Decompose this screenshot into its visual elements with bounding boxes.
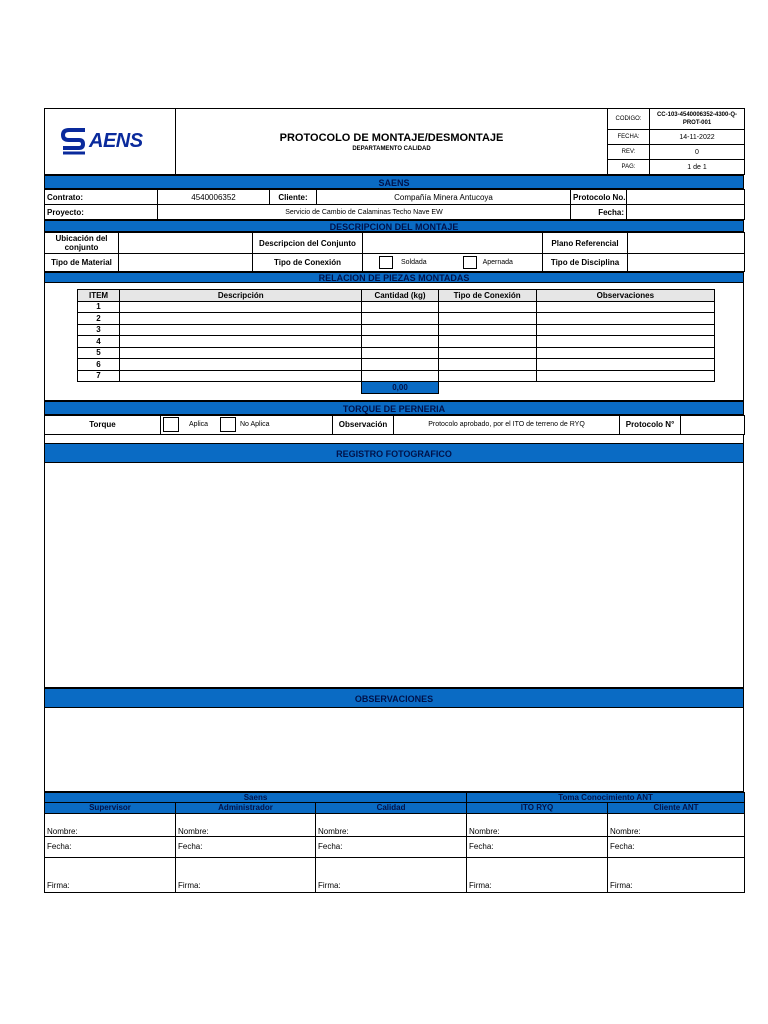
cell[interactable] [536, 324, 714, 336]
page-subtitle: DEPARTAMENTO CALIDAD [352, 145, 431, 152]
info-table [44, 189, 745, 220]
company-logo [47, 127, 173, 157]
cell[interactable] [536, 336, 714, 348]
cell[interactable] [536, 370, 714, 382]
torque-protocolo-label: Protocolo N° [620, 415, 681, 434]
cell[interactable] [536, 313, 714, 325]
aplica-checkbox[interactable] [163, 417, 179, 432]
role-ito-ryq: ITO RYQ [467, 802, 608, 813]
descripcion-conjunto-label: Descripcion del Conjunto [253, 233, 363, 254]
cell[interactable] [438, 347, 536, 359]
group-saens: Saens [45, 792, 467, 802]
fecha-field[interactable]: Fecha: [176, 836, 316, 857]
rev-label: REV: [608, 145, 650, 160]
torque-label: Torque [45, 415, 161, 434]
material-field[interactable] [119, 254, 253, 272]
apernada-checkbox[interactable] [463, 256, 477, 269]
no-aplica-label: No Aplica [239, 421, 270, 429]
nombre-field[interactable]: Nombre: [316, 813, 467, 836]
cell[interactable] [438, 336, 536, 348]
cell[interactable] [120, 347, 362, 359]
cell[interactable] [438, 324, 536, 336]
nombre-field[interactable]: Nombre: [608, 813, 745, 836]
contrato-value: 4540006352 [158, 190, 270, 205]
table-row [78, 336, 715, 348]
info-fecha-label: Fecha: [571, 205, 627, 220]
item-number: 2 [78, 313, 120, 325]
col-observaciones: Observaciones [536, 290, 714, 302]
soldada-label: Soldada [400, 259, 427, 267]
col-cantidad: Cantidad (kg) [362, 290, 438, 302]
logo-text: AENS [89, 130, 143, 152]
codigo-label: CODIGO: [608, 109, 650, 130]
proyecto-value: Servicio de Cambio de Calaminas Techo Nave EW [158, 205, 571, 220]
firma-field[interactable]: Firma: [316, 857, 467, 892]
cell[interactable] [362, 347, 438, 359]
nombre-field[interactable]: Nombre: [45, 813, 176, 836]
disciplina-label: Tipo de Disciplina [543, 254, 628, 272]
cell[interactable] [362, 359, 438, 371]
firma-field[interactable]: Firma: [467, 857, 608, 892]
plano-field[interactable] [628, 233, 745, 254]
cell[interactable] [120, 359, 362, 371]
cell[interactable] [438, 370, 536, 382]
fecha-label: FECHA: [608, 130, 650, 145]
cell[interactable] [120, 336, 362, 348]
fecha-value: 14-11-2022 [650, 130, 745, 145]
logo-s-icon [61, 127, 87, 157]
cell[interactable] [536, 301, 714, 313]
piezas-section [44, 283, 744, 401]
cantidad-total: 0,00 [362, 382, 438, 394]
role-supervisor: Supervisor [45, 802, 176, 813]
plano-label: Plano Referencial [543, 233, 628, 254]
page-title: PROTOCOLO DE MONTAJE/DESMONTAJE [279, 131, 504, 144]
table-row [78, 324, 715, 336]
descripcion-table [44, 232, 745, 272]
item-number: 3 [78, 324, 120, 336]
piezas-table [77, 289, 715, 394]
conexion-options [363, 254, 543, 272]
contrato-label: Contrato: [45, 190, 158, 205]
conexion-label: Tipo de Conexión [253, 254, 363, 272]
cell[interactable] [438, 301, 536, 313]
pag-label: PAG: [608, 160, 650, 175]
nombre-field[interactable]: Nombre: [176, 813, 316, 836]
signatures-table [44, 792, 745, 893]
rev-value: 0 [650, 145, 745, 160]
cell[interactable] [120, 313, 362, 325]
codigo-value: CC-103-4540006352-4300-Q-PROT-001 [650, 109, 745, 130]
item-number: 6 [78, 359, 120, 371]
ubicacion-label: Ubicación del conjunto [45, 233, 119, 254]
observaciones-area[interactable] [44, 708, 744, 792]
cell[interactable] [362, 301, 438, 313]
cell[interactable] [362, 313, 438, 325]
protocolo-no-field[interactable] [627, 190, 745, 205]
col-descripcion: Descripción [120, 290, 362, 302]
logo-cell [45, 109, 176, 175]
title-cell [176, 109, 608, 175]
saens-band: SAENS [44, 175, 744, 189]
cell[interactable] [362, 370, 438, 382]
cell[interactable] [120, 324, 362, 336]
material-label: Tipo de Material [45, 254, 119, 272]
table-row [78, 359, 715, 371]
protocol-form [44, 108, 744, 893]
observacion-label: Observación [333, 415, 394, 434]
torque-band: TORQUE DE PERNERIA [44, 401, 744, 415]
firma-field[interactable]: Firma: [45, 857, 176, 892]
descripcion-band: DESCRIPCION DEL MONTAJE [44, 220, 744, 232]
torque-table [44, 415, 745, 435]
item-number: 4 [78, 336, 120, 348]
role-administrador: Administrador [176, 802, 316, 813]
cell[interactable] [120, 370, 362, 382]
fecha-field[interactable]: Fecha: [608, 836, 745, 857]
proyecto-label: Proyecto: [45, 205, 158, 220]
cell[interactable] [536, 359, 714, 371]
fecha-field[interactable]: Fecha: [467, 836, 608, 857]
table-row [78, 313, 715, 325]
cell[interactable] [362, 324, 438, 336]
aplica-label: Aplica [188, 421, 209, 429]
cliente-label: Cliente: [270, 190, 317, 205]
protocolo-no-label: Protocolo No. [571, 190, 627, 205]
spacer [44, 435, 744, 443]
table-row [78, 301, 715, 313]
item-number: 5 [78, 347, 120, 359]
nombre-field[interactable]: Nombre: [467, 813, 608, 836]
no-aplica-checkbox[interactable] [220, 417, 236, 432]
registro-fotografico-area[interactable] [44, 463, 744, 688]
table-row [78, 370, 715, 382]
descripcion-conjunto-field[interactable] [363, 233, 543, 254]
table-row [78, 347, 715, 359]
col-conexion: Tipo de Conexión [438, 290, 536, 302]
firma-field[interactable]: Firma: [608, 857, 745, 892]
registro-band: REGISTRO FOTOGRAFICO [44, 443, 744, 463]
group-ant: Toma Conocimiento ANT [467, 792, 745, 802]
ubicacion-field[interactable] [119, 233, 253, 254]
firma-field[interactable]: Firma: [176, 857, 316, 892]
pag-value: 1 de 1 [650, 160, 745, 175]
cell[interactable] [438, 313, 536, 325]
cell[interactable] [362, 336, 438, 348]
torque-options [161, 415, 333, 434]
fecha-field[interactable]: Fecha: [45, 836, 176, 857]
fecha-field[interactable]: Fecha: [316, 836, 467, 857]
role-cliente-ant: Cliente ANT [608, 802, 745, 813]
cell[interactable] [438, 359, 536, 371]
cell[interactable] [536, 347, 714, 359]
role-calidad: Calidad [316, 802, 467, 813]
disciplina-field[interactable] [628, 254, 745, 272]
info-fecha-field[interactable] [627, 205, 745, 220]
observaciones-band: OBSERVACIONES [44, 688, 744, 708]
piezas-band: RELACION DE PIEZAS MONTADAS [44, 272, 744, 283]
cliente-value: Compañía Minera Antucoya [317, 190, 571, 205]
cell[interactable] [120, 301, 362, 313]
header-table [44, 108, 745, 175]
item-number: 7 [78, 370, 120, 382]
soldada-checkbox[interactable] [379, 256, 393, 269]
apernada-label: Apernada [482, 259, 513, 267]
col-item: ITEM [78, 290, 120, 302]
observacion-value: Protocolo aprobado, por el ITO de terreno de RYQ [394, 415, 620, 434]
torque-protocolo-field[interactable] [681, 415, 745, 434]
item-number: 1 [78, 301, 120, 313]
